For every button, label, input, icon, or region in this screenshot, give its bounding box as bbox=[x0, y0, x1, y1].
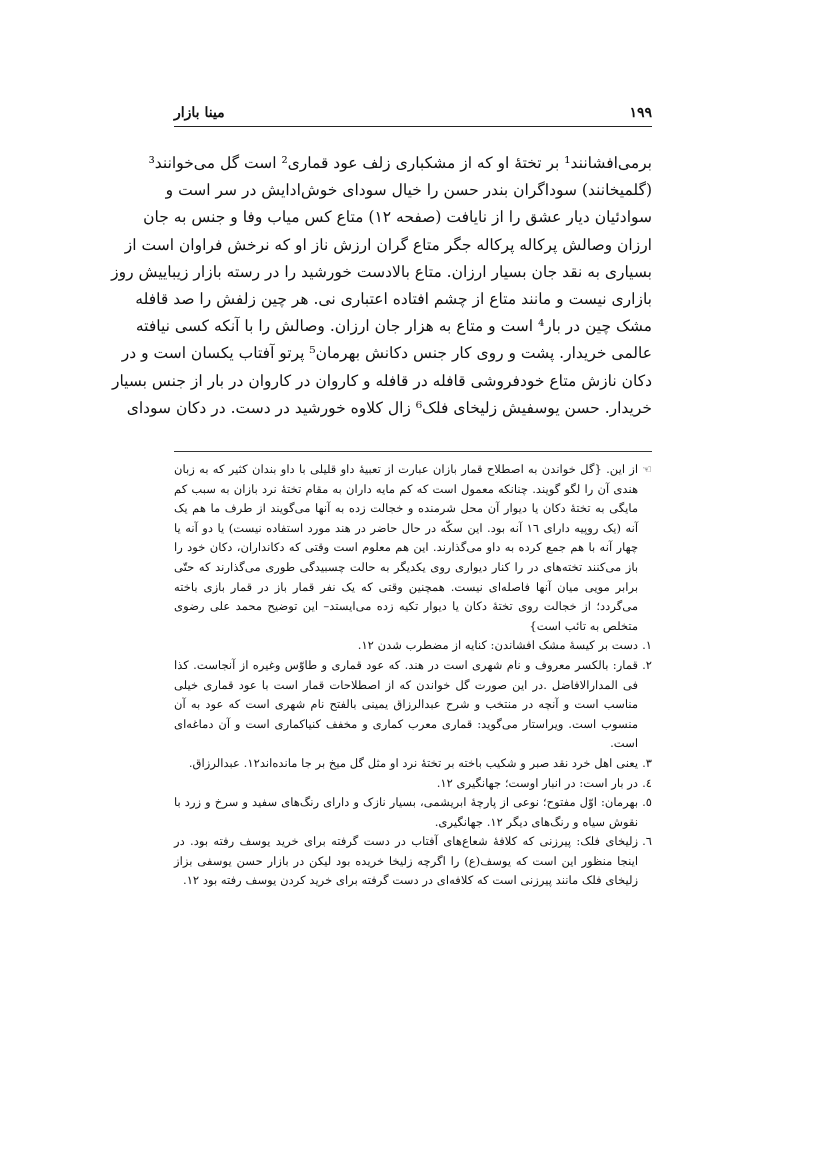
pointing-hand-icon: ☜ bbox=[642, 463, 652, 476]
footnote-divider bbox=[174, 451, 652, 452]
footnotes bbox=[174, 460, 652, 891]
footnote-number: ٢. bbox=[642, 657, 652, 672]
body-line: سوادئیان دیار عشق را از نایافت (صفحه ١٢) متاع کس میاب وفا و جنس به جان bbox=[143, 208, 652, 227]
body-line: ارزان وصالش پرکاله پرکاله جگر متاع گران ارزش ناز او که نرخش فراوان است از bbox=[124, 235, 652, 254]
footnote-text: از این. {گل خواندن به اصطلاح قمار بازان عبارت از تعبیهٔ داو قلیلی با داو بندان کثیر که به زبان هندی آن را لگو گویند. چنانکه معمول است که کم مایه داران به مقام تختهٔ نرد بازان به سبب کم مایگی به تختهٔ دکان یا دیوار آن محل شرمنده و خجالت زده به آنها می‌گویند از طرف ما هم یک آنه (یک روپیه دارای ١٦ آنه بود. این سکّه در حال حاضر در هند مورد استفاده نیست) یا دو آنه یا چهار آنه با هم جمع کرده به داو می‌گذارند. این هم معلوم است وقتی که دکانداران، دکان خود را باز می‌کنند تخته‌های در را کنار دیواری روی یکدیگر به حالت چسبیدگی طوری می‌گذارند که حتّی برابر مویی میان آنها فاصله‌ای نیست. همچنین وقتی که یک نفر قمار باز در قمار بازی باخته می‌گردد؛ از خجالت روی تختهٔ دکان یا دیوار تکیه زده می‌ایستد– این توضیح محمد علی رضوی متخلص به تائب است} bbox=[174, 462, 639, 633]
running-head bbox=[174, 100, 652, 127]
footnote-editor-note bbox=[174, 460, 652, 636]
footnote-number: ٥. bbox=[642, 795, 652, 810]
body-line: برمی‌افشانند¹ بر تختهٔ او که از مشکباری زلف عود قماری² است گل می‌خوانند³ bbox=[148, 154, 652, 172]
body-line: عالمی خریدار. پشت و روی کار جنس دکانش بهرمان⁵ پرتو آفتاب یکسان است و در bbox=[121, 344, 652, 363]
footnote-item bbox=[174, 754, 652, 774]
body-line: مشک چین در بار⁴ است و متاع به هزار جان ارزان. وصالش را با آنکه کسی نیافته bbox=[135, 317, 652, 336]
body-line: بسیاری به نقد جان بسیار ارزان. متاع بالادست خورشید را در رسته بازار زیباییش روز bbox=[111, 262, 652, 281]
footnote-text: در بار است: در انبار اوست؛ جهانگیری ١٢. bbox=[436, 775, 639, 790]
footnote-number: ٣. bbox=[642, 755, 652, 770]
page-number: ١٩٩ bbox=[629, 105, 652, 121]
footnote-text: دست بر کیسهٔ مشک افشاندن: کنایه از مضطرب شدن ١٢. bbox=[357, 638, 639, 653]
body-line: بازاری نیست و مانند متاع از چشم افتاده اعتباری نی. هر چین زلفش را صد قافله bbox=[135, 290, 652, 309]
footnote-number: ١. bbox=[642, 638, 652, 653]
footnote-number: ٤. bbox=[642, 775, 652, 790]
footnote-number: ٦. bbox=[642, 834, 652, 849]
page-title: مینا بازار bbox=[174, 105, 225, 121]
footnote-text: زلیخای فلک: پیرزنی که کلافهٔ شعاع‌های آفتاب در دست گرفته برای خرید یوسف رفته بود. در اینجا منظور این است که یوسف(ع) را اگرچه زلیخا خریده بود لیکن در بازار حسن یوسفی بزاز زلیخای فلک مانند پیرزنی است که کلافه‌ای در دست گرفته برای خرید کردن یوسف رفته بود ١٢. bbox=[174, 834, 639, 888]
footnote-text: قمار: بالکسر معروف و نام شهری است در هند. که عود قماری و طاوّس وغیره از آنجاست. کذا فی المدارالافاضل .در این صورت گل خواندن که از اصطلاحات قمار است با عود قماری خیلی مناسب است و آنچه در منتخب و شرح عبدالرزاق یمینی بالفتح نام شهری است که عود به آن منسوب است. ویراستار می‌گوید: قماری معرب کماری و مخفف کنیاکماری است و آن دماغه‌ای است. bbox=[174, 657, 639, 751]
footnote-item bbox=[174, 774, 652, 794]
body-line: (گلمیخانند) سوداگران بندر حسن را خیال سودای خوش‌ادایش در سر است و bbox=[165, 181, 652, 200]
footnote-text: یعنی اهل خرد نقد صبر و شکیب باخته بر تختهٔ نرد او مثل گل میخ بر جا مانده‌اند١٢. عبدالرزاق. bbox=[188, 755, 639, 770]
footnote-text: بهرمان: اوّل مفتوح؛ نوعی از پارچهٔ ابریشمی، بسیار نازک و دارای رنگ‌های سفید و سرخ و زرد با نقوش سیاه و رنگ‌های دیگر ١٢. جهانگیری. bbox=[174, 795, 639, 829]
body-line: خریدار. حسن یوسفیش زلیخای فلک⁶ زال کلاوه خورشید در دست. در دکان سودای bbox=[126, 398, 652, 417]
body-text bbox=[111, 150, 652, 422]
footnote-item bbox=[174, 636, 652, 656]
footnote-item bbox=[174, 832, 652, 891]
body-line: دکان نازش متاع خودفروشی قافله در قافله و کاروان در کاروان در بار از جنس بسیار bbox=[111, 371, 652, 390]
footnote-item bbox=[174, 793, 652, 832]
footnote-item bbox=[174, 656, 652, 754]
